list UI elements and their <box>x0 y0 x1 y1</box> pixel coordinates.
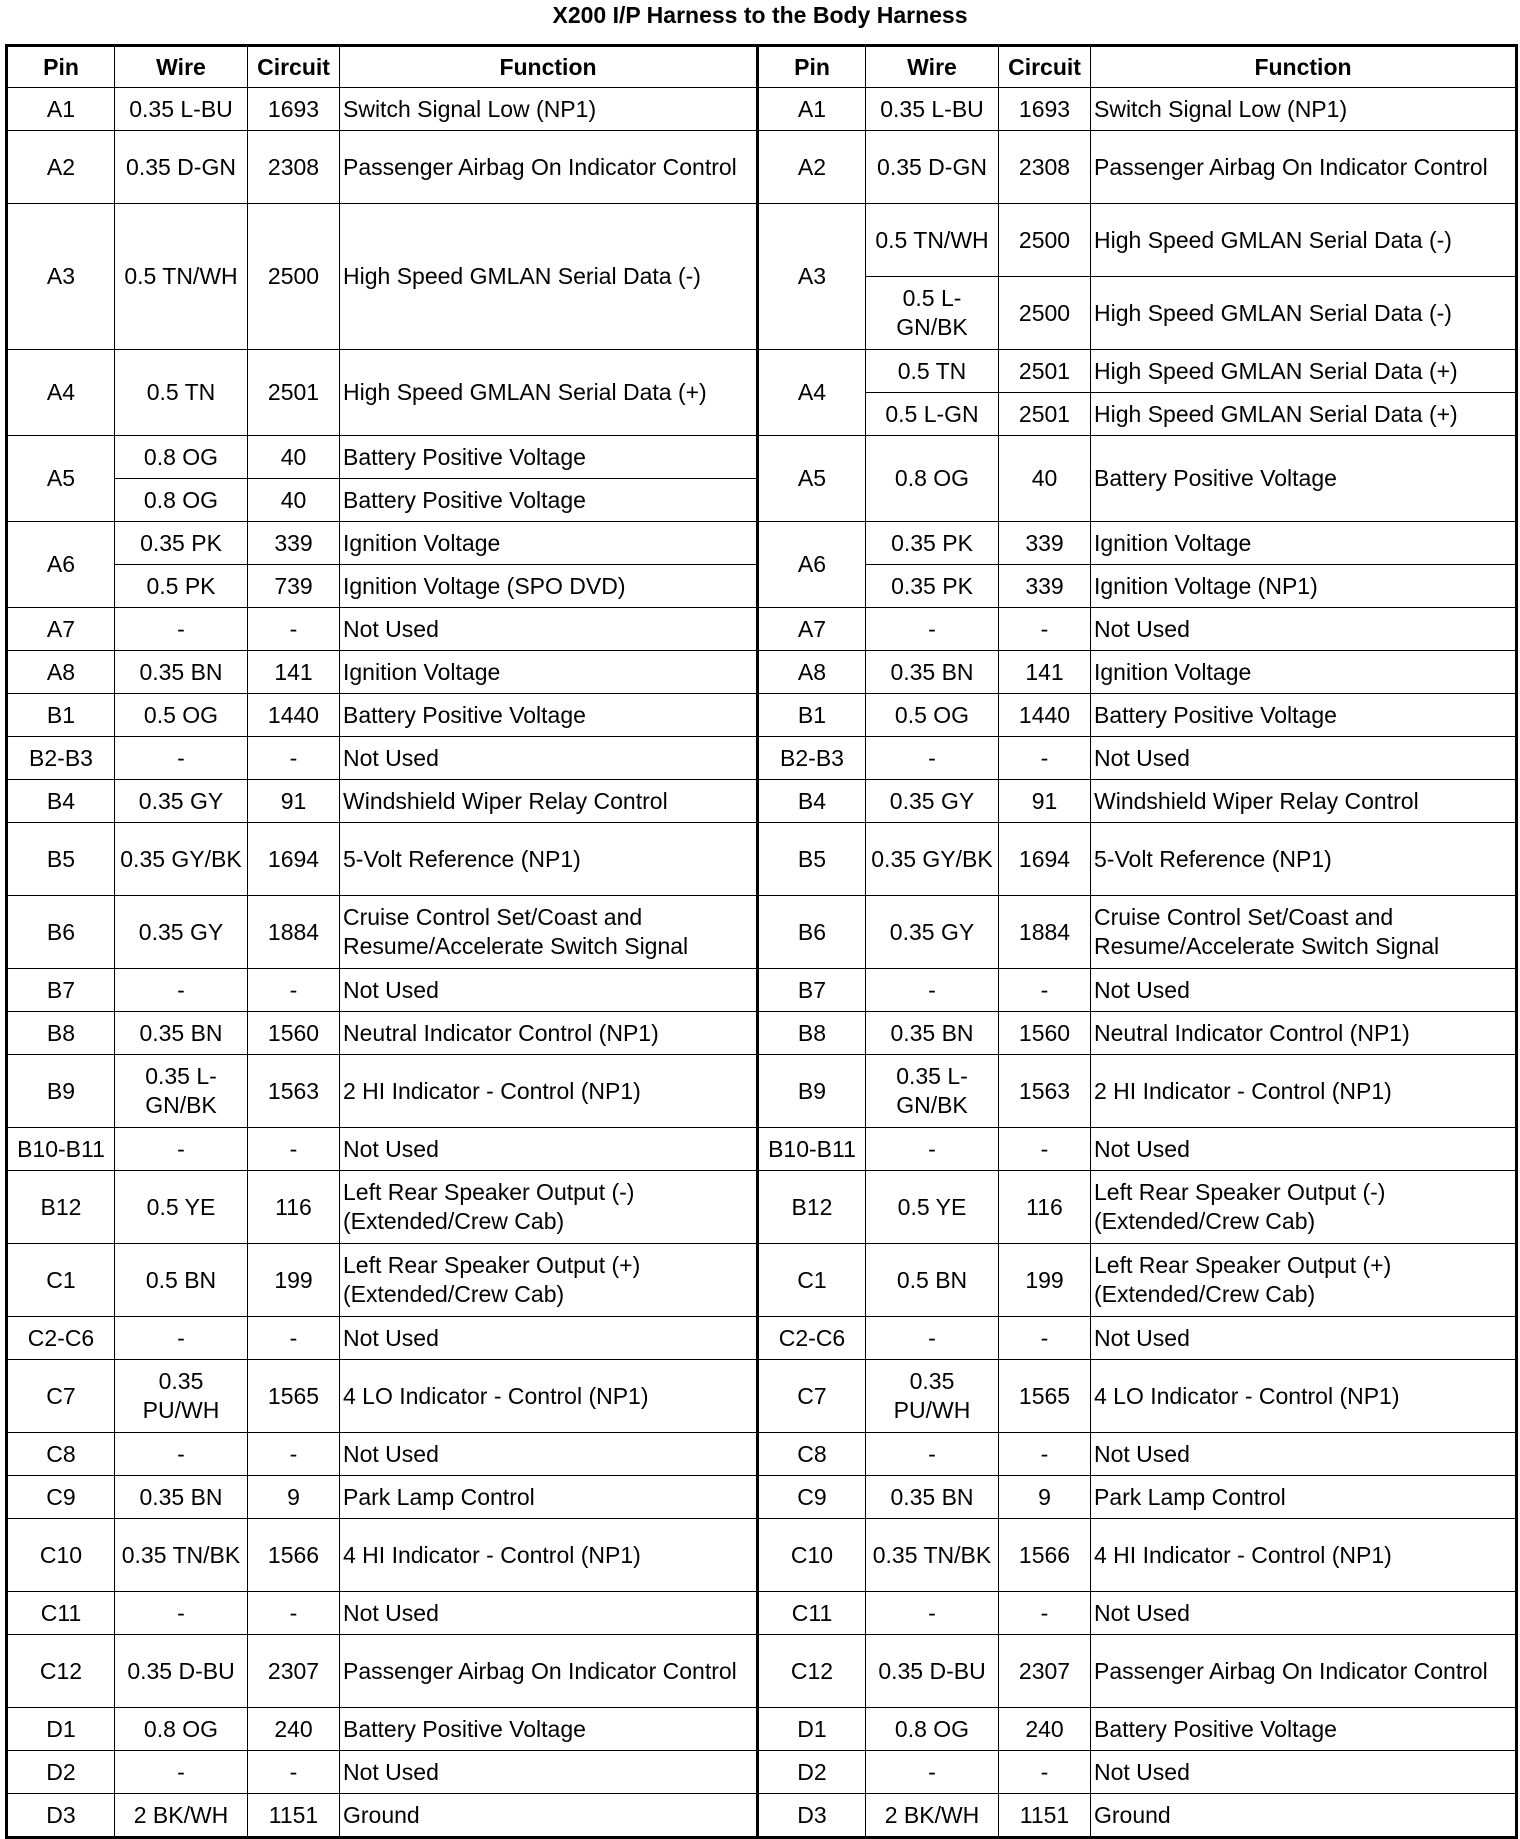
function-cell: Windshield Wiper Relay Control <box>340 780 758 823</box>
function-cell: Battery Positive Voltage <box>340 479 758 522</box>
wire-cell: 0.35 PK <box>866 522 999 565</box>
circuit-cell: 1566 <box>999 1519 1091 1592</box>
pin-cell: A7 <box>758 608 866 651</box>
circuit-cell: - <box>999 1433 1091 1476</box>
wire-cell: 0.5 TN <box>866 350 999 393</box>
table-row <box>7 1244 1517 1317</box>
wire-cell: - <box>115 1128 248 1171</box>
circuit-cell: 91 <box>999 780 1091 823</box>
pin-cell: B2-B3 <box>758 737 866 780</box>
wire-cell: 0.5 OG <box>866 694 999 737</box>
circuit-cell: - <box>999 608 1091 651</box>
pin-cell: A7 <box>7 608 115 651</box>
circuit-cell: - <box>248 737 340 780</box>
page-title: X200 I/P Harness to the Body Harness <box>552 2 968 28</box>
circuit-cell: - <box>248 969 340 1012</box>
function-cell: Left Rear Speaker Output (+) (Extended/Crew Cab) <box>340 1244 758 1317</box>
wire-cell: 0.8 OG <box>115 479 248 522</box>
table-row <box>7 204 1517 277</box>
wire-cell: - <box>115 1433 248 1476</box>
pin-cell: A1 <box>7 88 115 131</box>
circuit-cell: 2500 <box>999 277 1091 350</box>
function-cell: Cruise Control Set/Coast and Resume/Accelerate Switch Signal <box>340 896 758 969</box>
wire-cell: 0.8 OG <box>115 436 248 479</box>
pin-cell: D3 <box>7 1794 115 1838</box>
wire-cell: 0.5 BN <box>866 1244 999 1317</box>
pin-cell: A2 <box>758 131 866 204</box>
wire-cell: - <box>866 969 999 1012</box>
function-cell: Passenger Airbag On Indicator Control <box>340 1635 758 1708</box>
pin-cell: D2 <box>7 1751 115 1794</box>
wire-cell: 0.35 BN <box>866 1476 999 1519</box>
wire-cell: 0.35 BN <box>866 1012 999 1055</box>
wire-cell: 0.35 L-BU <box>115 88 248 131</box>
wire-cell: 0.5 L-GN/BK <box>866 277 999 350</box>
wire-cell: 0.35 BN <box>115 1476 248 1519</box>
circuit-cell: 240 <box>999 1708 1091 1751</box>
function-cell: Ignition Voltage (NP1) <box>1091 565 1517 608</box>
function-cell: Battery Positive Voltage <box>1091 694 1517 737</box>
wire-cell: 0.35 L-GN/BK <box>115 1055 248 1128</box>
wire-cell: 0.35 BN <box>866 651 999 694</box>
table-row <box>7 1519 1517 1592</box>
circuit-cell: 2307 <box>248 1635 340 1708</box>
pin-cell: C11 <box>758 1592 866 1635</box>
wire-cell: 0.35 L-GN/BK <box>866 1055 999 1128</box>
function-cell: Ignition Voltage (SPO DVD) <box>340 565 758 608</box>
circuit-cell: - <box>999 1751 1091 1794</box>
circuit-cell: 9 <box>999 1476 1091 1519</box>
table-row <box>7 1708 1517 1751</box>
function-cell: Ignition Voltage <box>1091 522 1517 565</box>
circuit-cell: - <box>999 1128 1091 1171</box>
function-cell: Park Lamp Control <box>1091 1476 1517 1519</box>
circuit-cell: - <box>248 608 340 651</box>
circuit-cell: - <box>248 1433 340 1476</box>
pin-cell: C9 <box>758 1476 866 1519</box>
table-row <box>7 694 1517 737</box>
wire-cell: 0.8 OG <box>115 1708 248 1751</box>
circuit-cell: 1151 <box>248 1794 340 1838</box>
function-cell: 5-Volt Reference (NP1) <box>340 823 758 896</box>
table-row <box>7 1012 1517 1055</box>
wire-cell: - <box>866 1317 999 1360</box>
header-function: Function <box>340 46 758 88</box>
wire-cell: 0.5 TN <box>115 350 248 436</box>
pin-cell: B10-B11 <box>758 1128 866 1171</box>
table-row <box>7 651 1517 694</box>
function-cell: High Speed GMLAN Serial Data (-) <box>1091 277 1517 350</box>
function-cell: Neutral Indicator Control (NP1) <box>1091 1012 1517 1055</box>
pin-cell: B1 <box>7 694 115 737</box>
wire-cell: 0.35 GY <box>115 780 248 823</box>
circuit-cell: - <box>248 1592 340 1635</box>
wire-cell: 0.35 GY <box>866 780 999 823</box>
table-row <box>7 436 1517 479</box>
circuit-cell: 2501 <box>999 350 1091 393</box>
circuit-cell: 339 <box>248 522 340 565</box>
pin-cell: C11 <box>7 1592 115 1635</box>
function-cell: 4 HI Indicator - Control (NP1) <box>1091 1519 1517 1592</box>
circuit-cell: 1566 <box>248 1519 340 1592</box>
circuit-cell: 1694 <box>999 823 1091 896</box>
table-row <box>7 1592 1517 1635</box>
function-cell: 2 HI Indicator - Control (NP1) <box>1091 1055 1517 1128</box>
wire-cell: 0.35 GY/BK <box>866 823 999 896</box>
function-cell: Not Used <box>340 1751 758 1794</box>
circuit-cell: 199 <box>248 1244 340 1317</box>
table-row <box>7 608 1517 651</box>
pin-cell: C12 <box>758 1635 866 1708</box>
header-circuit: Circuit <box>248 46 340 88</box>
wire-cell: 0.5 TN/WH <box>115 204 248 350</box>
table-row <box>7 1635 1517 1708</box>
table-row <box>7 1317 1517 1360</box>
wire-cell: 0.35 GY/BK <box>115 823 248 896</box>
function-cell: Not Used <box>1091 969 1517 1012</box>
wire-cell: 0.35 PU/WH <box>866 1360 999 1433</box>
wire-cell: - <box>866 1751 999 1794</box>
function-cell: Not Used <box>1091 737 1517 780</box>
table-row <box>7 823 1517 896</box>
table-body <box>7 88 1517 1838</box>
wire-cell: - <box>866 1433 999 1476</box>
circuit-cell: 40 <box>999 436 1091 522</box>
function-cell: Not Used <box>1091 1751 1517 1794</box>
wire-cell: - <box>115 1592 248 1635</box>
function-cell: High Speed GMLAN Serial Data (+) <box>1091 393 1517 436</box>
circuit-cell: 1693 <box>248 88 340 131</box>
function-cell: Passenger Airbag On Indicator Control <box>340 131 758 204</box>
circuit-cell: 1440 <box>999 694 1091 737</box>
circuit-cell: 1440 <box>248 694 340 737</box>
table-row <box>7 350 1517 393</box>
pin-cell: A4 <box>7 350 115 436</box>
wire-cell: - <box>115 737 248 780</box>
circuit-cell: 1563 <box>999 1055 1091 1128</box>
circuit-cell: - <box>248 1317 340 1360</box>
pin-cell: C12 <box>7 1635 115 1708</box>
wire-cell: 0.35 GY <box>866 896 999 969</box>
wire-cell: 0.5 PK <box>115 565 248 608</box>
table-row <box>7 1171 1517 1244</box>
pin-cell: D1 <box>758 1708 866 1751</box>
wire-cell: 0.35 TN/BK <box>866 1519 999 1592</box>
wire-cell: 0.35 D-BU <box>866 1635 999 1708</box>
circuit-cell: 2308 <box>248 131 340 204</box>
function-cell: Not Used <box>1091 1317 1517 1360</box>
function-cell: Windshield Wiper Relay Control <box>1091 780 1517 823</box>
function-cell: Left Rear Speaker Output (+) (Extended/Crew Cab) <box>1091 1244 1517 1317</box>
function-cell: Switch Signal Low (NP1) <box>1091 88 1517 131</box>
circuit-cell: 141 <box>248 651 340 694</box>
circuit-cell: 339 <box>999 565 1091 608</box>
pin-cell: B9 <box>758 1055 866 1128</box>
circuit-cell: 1560 <box>248 1012 340 1055</box>
circuit-cell: - <box>999 1592 1091 1635</box>
function-cell: Battery Positive Voltage <box>340 694 758 737</box>
circuit-cell: 9 <box>248 1476 340 1519</box>
circuit-cell: - <box>999 737 1091 780</box>
circuit-cell: 1694 <box>248 823 340 896</box>
circuit-cell: 2307 <box>999 1635 1091 1708</box>
function-cell: Left Rear Speaker Output (-) (Extended/Crew Cab) <box>1091 1171 1517 1244</box>
circuit-cell: 1693 <box>999 88 1091 131</box>
function-cell: Not Used <box>340 1128 758 1171</box>
circuit-cell: 1884 <box>999 896 1091 969</box>
function-cell: 4 LO Indicator - Control (NP1) <box>340 1360 758 1433</box>
pin-cell: C2-C6 <box>758 1317 866 1360</box>
wire-cell: 0.5 L-GN <box>866 393 999 436</box>
pin-cell: A1 <box>758 88 866 131</box>
pin-cell: A8 <box>7 651 115 694</box>
wire-cell: 0.5 YE <box>866 1171 999 1244</box>
wire-cell: 2 BK/WH <box>115 1794 248 1838</box>
wire-cell: 0.35 PK <box>866 565 999 608</box>
pin-cell: B12 <box>758 1171 866 1244</box>
wire-cell: - <box>115 608 248 651</box>
header-wire: Wire <box>115 46 248 88</box>
pin-cell: B6 <box>7 896 115 969</box>
table-row <box>7 1751 1517 1794</box>
pin-cell: A3 <box>7 204 115 350</box>
circuit-cell: - <box>248 1128 340 1171</box>
pin-cell: B2-B3 <box>7 737 115 780</box>
pin-cell: B7 <box>7 969 115 1012</box>
function-cell: Not Used <box>1091 1592 1517 1635</box>
pin-cell: B6 <box>758 896 866 969</box>
table-row <box>7 1476 1517 1519</box>
function-cell: 4 HI Indicator - Control (NP1) <box>340 1519 758 1592</box>
circuit-cell: 339 <box>999 522 1091 565</box>
pin-cell: B9 <box>7 1055 115 1128</box>
function-cell: Ignition Voltage <box>340 651 758 694</box>
function-cell: Passenger Airbag On Indicator Control <box>1091 1635 1517 1708</box>
wire-cell: 0.5 OG <box>115 694 248 737</box>
pin-cell: A6 <box>7 522 115 608</box>
table-row <box>7 780 1517 823</box>
wire-cell: 0.35 D-GN <box>115 131 248 204</box>
pin-cell: B4 <box>7 780 115 823</box>
header-wire: Wire <box>866 46 999 88</box>
pin-cell: B7 <box>758 969 866 1012</box>
circuit-cell: 1565 <box>248 1360 340 1433</box>
pin-cell: C8 <box>758 1433 866 1476</box>
pin-cell: C8 <box>7 1433 115 1476</box>
function-cell: High Speed GMLAN Serial Data (-) <box>1091 204 1517 277</box>
function-cell: Not Used <box>340 608 758 651</box>
pin-cell: C1 <box>7 1244 115 1317</box>
wire-cell: - <box>115 969 248 1012</box>
circuit-cell: - <box>248 1751 340 1794</box>
pin-cell: B12 <box>7 1171 115 1244</box>
circuit-cell: 141 <box>999 651 1091 694</box>
function-cell: Switch Signal Low (NP1) <box>340 88 758 131</box>
circuit-cell: 1151 <box>999 1794 1091 1838</box>
wire-cell: 0.35 BN <box>115 651 248 694</box>
pin-cell: C10 <box>758 1519 866 1592</box>
table-row <box>7 1360 1517 1433</box>
wire-cell: 0.35 L-BU <box>866 88 999 131</box>
header-circuit: Circuit <box>999 46 1091 88</box>
function-cell: Battery Positive Voltage <box>1091 1708 1517 1751</box>
function-cell: 4 LO Indicator - Control (NP1) <box>1091 1360 1517 1433</box>
circuit-cell: 116 <box>248 1171 340 1244</box>
pin-cell: C7 <box>758 1360 866 1433</box>
table-row <box>7 88 1517 131</box>
wire-cell: 0.5 TN/WH <box>866 204 999 277</box>
function-cell: 5-Volt Reference (NP1) <box>1091 823 1517 896</box>
wire-cell: 0.8 OG <box>866 436 999 522</box>
wire-cell: 0.35 TN/BK <box>115 1519 248 1592</box>
table-row <box>7 131 1517 204</box>
function-cell: Ignition Voltage <box>1091 651 1517 694</box>
function-cell: Battery Positive Voltage <box>340 1708 758 1751</box>
function-cell: Park Lamp Control <box>340 1476 758 1519</box>
function-cell: Not Used <box>1091 608 1517 651</box>
wire-cell: - <box>115 1751 248 1794</box>
circuit-cell: - <box>999 969 1091 1012</box>
header-pin: Pin <box>758 46 866 88</box>
pin-cell: A5 <box>7 436 115 522</box>
pin-cell: C1 <box>758 1244 866 1317</box>
wire-cell: 0.35 BN <box>115 1012 248 1055</box>
wire-cell: - <box>115 1317 248 1360</box>
pin-cell: B8 <box>758 1012 866 1055</box>
wire-cell: - <box>866 1128 999 1171</box>
circuit-cell: 1563 <box>248 1055 340 1128</box>
pin-cell: B10-B11 <box>7 1128 115 1171</box>
function-cell: High Speed GMLAN Serial Data (+) <box>340 350 758 436</box>
circuit-cell: 40 <box>248 436 340 479</box>
circuit-cell: - <box>999 1317 1091 1360</box>
pin-cell: B5 <box>7 823 115 896</box>
pin-cell: A6 <box>758 522 866 608</box>
table-row <box>7 1433 1517 1476</box>
pin-cell: A8 <box>758 651 866 694</box>
function-cell: Not Used <box>340 1317 758 1360</box>
pin-cell: A4 <box>758 350 866 436</box>
function-cell: Battery Positive Voltage <box>340 436 758 479</box>
wire-cell: 0.35 GY <box>115 896 248 969</box>
circuit-cell: 739 <box>248 565 340 608</box>
header-row <box>7 46 1517 88</box>
function-cell: Left Rear Speaker Output (-) (Extended/Crew Cab) <box>340 1171 758 1244</box>
pin-cell: C2-C6 <box>7 1317 115 1360</box>
circuit-cell: 1560 <box>999 1012 1091 1055</box>
pin-cell: B5 <box>758 823 866 896</box>
function-cell: 2 HI Indicator - Control (NP1) <box>340 1055 758 1128</box>
pin-cell: D2 <box>758 1751 866 1794</box>
pin-cell: A5 <box>758 436 866 522</box>
circuit-cell: 2501 <box>999 393 1091 436</box>
wire-cell: - <box>866 1592 999 1635</box>
wire-cell: - <box>866 608 999 651</box>
wire-cell: 0.5 YE <box>115 1171 248 1244</box>
pin-cell: D3 <box>758 1794 866 1838</box>
pin-cell: B1 <box>758 694 866 737</box>
wire-cell: 0.5 BN <box>115 1244 248 1317</box>
table-row <box>7 1128 1517 1171</box>
function-cell: Battery Positive Voltage <box>1091 436 1517 522</box>
table-row <box>7 1794 1517 1838</box>
pin-cell: C7 <box>7 1360 115 1433</box>
wire-cell: 0.35 PU/WH <box>115 1360 248 1433</box>
pin-cell: B4 <box>758 780 866 823</box>
pin-cell: A3 <box>758 204 866 350</box>
function-cell: High Speed GMLAN Serial Data (+) <box>1091 350 1517 393</box>
pin-cell: D1 <box>7 1708 115 1751</box>
function-cell: Not Used <box>340 969 758 1012</box>
table-row <box>7 896 1517 969</box>
wire-cell: 0.35 D-BU <box>115 1635 248 1708</box>
function-cell: Not Used <box>340 737 758 780</box>
function-cell: High Speed GMLAN Serial Data (-) <box>340 204 758 350</box>
circuit-cell: 91 <box>248 780 340 823</box>
circuit-cell: 1884 <box>248 896 340 969</box>
table-row <box>7 969 1517 1012</box>
circuit-cell: 199 <box>999 1244 1091 1317</box>
function-cell: Passenger Airbag On Indicator Control <box>1091 131 1517 204</box>
pinout-table <box>5 44 1518 1839</box>
table-row <box>7 522 1517 565</box>
function-cell: Ground <box>1091 1794 1517 1838</box>
circuit-cell: 2500 <box>248 204 340 350</box>
table-row <box>7 737 1517 780</box>
wire-cell: - <box>866 737 999 780</box>
circuit-cell: 2308 <box>999 131 1091 204</box>
circuit-cell: 116 <box>999 1171 1091 1244</box>
circuit-cell: 40 <box>248 479 340 522</box>
function-cell: Not Used <box>340 1592 758 1635</box>
circuit-cell: 2500 <box>999 204 1091 277</box>
wire-cell: 0.35 D-GN <box>866 131 999 204</box>
function-cell: Cruise Control Set/Coast and Resume/Accelerate Switch Signal <box>1091 896 1517 969</box>
function-cell: Neutral Indicator Control (NP1) <box>340 1012 758 1055</box>
header-function: Function <box>1091 46 1517 88</box>
header-pin: Pin <box>7 46 115 88</box>
function-cell: Not Used <box>1091 1128 1517 1171</box>
function-cell: Ignition Voltage <box>340 522 758 565</box>
wire-cell: 0.8 OG <box>866 1708 999 1751</box>
function-cell: Not Used <box>1091 1433 1517 1476</box>
pin-cell: C9 <box>7 1476 115 1519</box>
wire-cell: 0.35 PK <box>115 522 248 565</box>
circuit-cell: 2501 <box>248 350 340 436</box>
circuit-cell: 240 <box>248 1708 340 1751</box>
pin-cell: B8 <box>7 1012 115 1055</box>
function-cell: Ground <box>340 1794 758 1838</box>
wire-cell: 2 BK/WH <box>866 1794 999 1838</box>
pin-cell: A2 <box>7 131 115 204</box>
table-row <box>7 1055 1517 1128</box>
circuit-cell: 1565 <box>999 1360 1091 1433</box>
function-cell: Not Used <box>340 1433 758 1476</box>
pin-cell: C10 <box>7 1519 115 1592</box>
